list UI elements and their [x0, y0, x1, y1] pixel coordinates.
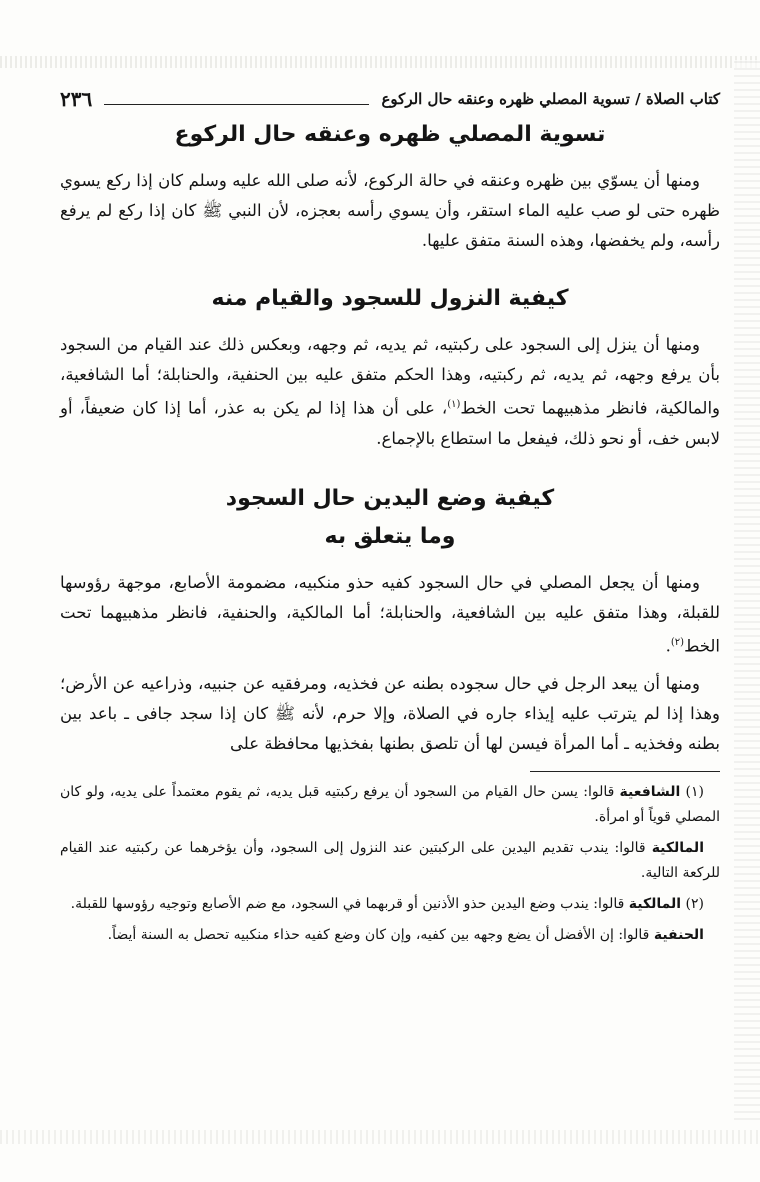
- section-title-sujud-descent: كيفية النزول للسجود والقيام منه: [211, 286, 569, 311]
- footnote-1-shafii: (١) الشافعية قالوا: يسن حال القيام من السجود أن يرفع ركبتيه قبل يديه، ثم يقوم معتمداً على يديه، ولو كان المصلي قوياً أو امرأة.: [60, 784, 720, 825]
- section-title-ruku: تسوية المصلي ظهره وعنقه حال الركوع: [174, 122, 606, 147]
- scan-noise-top: [0, 56, 760, 68]
- paragraph-sujud-descent: ومنها أن ينزل إلى السجود على ركبتيه، ثم يديه، ثم وجهه، وبعكس ذلك عند القيام من السجود بأن يرفع وجهه، ثم يديه، ثم ركبتيه، وهذا الحكم متفق عليه بين الحنفية، والحنابلة؛ أما الشافعية، والمالكية، فانظر مذهبيهما تحت الخط$^{(١)}$، على أن هذا إذا لم يكن به عذر، أما إذا كان ضعيفاً، أو لابس خف، أو نحو ذلك، فيفعل ما استطاع بالإجماع.: [60, 335, 720, 448]
- footnote-ref-2[interactable]: (٢): [670, 636, 685, 648]
- footnote-ref-1[interactable]: (١): [447, 399, 461, 410]
- footnote-2-hanafi: الحنفية قالوا: إن الأفضل أن يضع وجهه بين كفيه، وإن كان وضع كفيه حذاء منكبيه تحصل به السنة أيضاً.: [107, 927, 704, 943]
- scan-noise-right: [734, 60, 760, 1120]
- footnote-1-maliki: المالكية قالوا: يندب تقديم اليدين على الركبتين عند النزول إلى السجود، وأن يؤخرهما عن ركبتيه عند القيام للركعة التالية.: [60, 840, 720, 881]
- page-number: ٢٣٦: [60, 87, 93, 111]
- footnote-2-maliki: (٢) المالكية قالوا: يندب وضع اليدين حذو الأذنين أو قربهما في السجود، مع ضم الأصابع وتوجيه رؤوسها للقبلة.: [70, 896, 704, 912]
- running-header: [60, 84, 720, 114]
- book-page: [60, 84, 720, 954]
- scan-noise-bottom: [0, 1130, 760, 1144]
- section-title-hands-sujud: كيفية وضع اليدين حال السجود وما يتعلق به: [225, 485, 555, 549]
- header-rule: [104, 94, 369, 105]
- paragraph-hands-sujud: ومنها أن يجعل المصلي في حال السجود كفيه حذو منكبيه، مضمومة الأصابع، موجهة رؤوسها للقبلة، وهذا متفق عليه بين الشافعية، والحنابلة؛ أما المالكية، والحنفية، فانظر مذهبيهما تحت الخط$^{(٢)}$.: [60, 572, 720, 655]
- paragraph-ruku: ومنها أن يسوّي بين ظهره وعنقه في حالة الركوع، لأنه صلى الله عليه وسلم كان إذا ركع يسوي ظهره حتى لو صب عليه الماء استقر، وأن يسوي رأسه بعجزه، لأن النبي ﷺ كان إذا ركع لم يرفع رأسه، ولم يخفضها، وهذه السنة متفق عليها.: [60, 171, 720, 250]
- paragraph-separation: ومنها أن يبعد الرجل في حال سجوده بطنه عن فخذيه، ومرفقيه عن جنبيه، وذراعيه عن الأرض؛ وهذا إذا لم يترتب عليه إيذاء جاره في الصلاة، وإلا حرم، لأنه ﷺ كان إذا سجد جافى ـ باعد بين بطنه وفخذيه ـ أما المرأة فيسن لها أن تلصق بطنها بفخذيها محافظة على: [60, 674, 720, 753]
- footnote-separator: [530, 771, 720, 772]
- running-title: كتاب الصلاة / تسوية المصلي ظهره وعنقه حال الركوع: [381, 90, 720, 108]
